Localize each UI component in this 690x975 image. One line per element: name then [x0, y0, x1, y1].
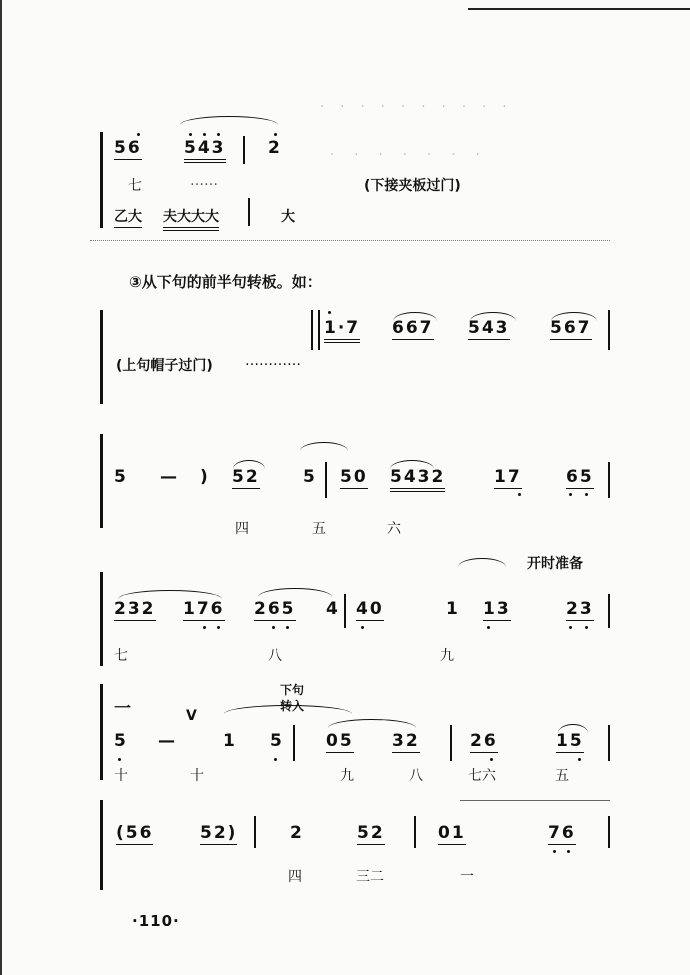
- octave-dot: [137, 133, 140, 136]
- lyric: 八: [409, 768, 423, 784]
- breath-mark: V: [186, 708, 199, 724]
- notes-group: 567: [550, 318, 592, 338]
- annotation: 转入: [280, 699, 305, 713]
- notes-group: 40: [356, 599, 384, 619]
- dots: ……: [190, 173, 218, 189]
- notes-group: 1·7: [324, 318, 360, 343]
- note: 2: [268, 138, 282, 158]
- system-brace: [100, 310, 103, 404]
- bar-line: [344, 594, 346, 628]
- bar-line: [311, 310, 313, 350]
- interlude-label: (上句帽子过门): [116, 358, 213, 374]
- annotation: 下句: [280, 683, 305, 697]
- percussion: 大: [281, 209, 295, 225]
- notes-group: 232: [114, 599, 156, 619]
- performance-note: (下接夹板过门): [364, 178, 461, 194]
- lyric: 五: [555, 768, 569, 784]
- bar-line: [608, 462, 610, 498]
- bar-line: [608, 594, 610, 628]
- notes-group: 52: [232, 467, 260, 487]
- lyric: 九: [440, 648, 454, 664]
- notes-group: 52: [357, 823, 385, 843]
- notes-group: 32: [392, 731, 420, 751]
- percussion: 夫大大大: [163, 206, 219, 231]
- notes-group: 543: [468, 318, 510, 338]
- notes-group: 05: [326, 731, 354, 751]
- bleed-through: · · · · · · ·: [330, 148, 488, 163]
- lyric: 十: [114, 768, 128, 784]
- note: 4: [326, 599, 340, 619]
- lyric: 七: [128, 178, 142, 194]
- notes-group: (56: [116, 823, 154, 843]
- paren: ): [200, 467, 210, 487]
- lyric: 七: [114, 648, 128, 664]
- notes-group: 265: [254, 599, 296, 619]
- bar-line: [293, 725, 295, 761]
- binding-edge: [0, 0, 2, 975]
- bar-line: [414, 816, 416, 848]
- note: 2: [290, 823, 304, 843]
- notes-group: 15: [556, 731, 584, 751]
- lyric: 十: [190, 768, 204, 784]
- bar-line: [608, 816, 610, 848]
- notes-group: 50: [340, 467, 368, 487]
- system-brace: [100, 572, 103, 666]
- dash: —: [158, 731, 177, 751]
- faint-line: [460, 800, 610, 801]
- notes-group: 76: [548, 823, 576, 843]
- top-rule: [468, 0, 690, 10]
- percussion: 乙大: [114, 206, 142, 228]
- dots: …………: [245, 353, 301, 369]
- notes-group: 26: [470, 731, 498, 751]
- notes-group: 56: [114, 138, 142, 158]
- notes-group: 176: [183, 599, 225, 619]
- lyric: 九: [340, 768, 354, 784]
- notes-group: 17: [494, 467, 522, 487]
- system-brace: [100, 434, 103, 528]
- bar-line: [608, 725, 610, 761]
- note: 5: [114, 731, 128, 751]
- dash: 一: [114, 699, 133, 719]
- notes-group: 5432: [390, 467, 445, 492]
- lyric: 八: [268, 648, 282, 664]
- lyric: 一: [460, 869, 474, 885]
- system-brace: [100, 132, 103, 228]
- bar-line: [450, 725, 452, 761]
- lyric: 四: [288, 869, 302, 885]
- dash: —: [160, 467, 179, 487]
- system-brace: [100, 684, 103, 780]
- system-brace: [100, 800, 103, 890]
- notes-group: 543: [184, 138, 226, 163]
- section-heading: ③从下句的前半句转板。如：: [129, 273, 322, 291]
- bar-line: [325, 462, 327, 498]
- bar-line: [318, 310, 320, 350]
- note: 5: [114, 467, 128, 487]
- performance-marking: 开时准备: [527, 556, 583, 572]
- lyric: 五: [312, 521, 326, 537]
- page-number: ·110·: [132, 912, 180, 930]
- bleed-through: · · · · · · · · · ·: [320, 100, 513, 115]
- lyric: 三二: [356, 869, 384, 885]
- note: 1: [223, 731, 237, 751]
- note: 1: [446, 599, 460, 619]
- notes-group: 667: [392, 318, 434, 338]
- lyric: 六: [387, 521, 401, 537]
- lyric: 七六: [468, 768, 496, 784]
- notes-group: 01: [438, 823, 466, 843]
- notes-group: 52): [200, 823, 238, 843]
- bar-line: [248, 198, 250, 226]
- faint-line: [90, 240, 610, 241]
- bar-line: [254, 816, 256, 848]
- note: 5: [303, 467, 317, 487]
- slur: [180, 116, 278, 125]
- notes-group: 13: [483, 599, 511, 619]
- bar-line: [243, 136, 245, 164]
- lyric: 四: [235, 521, 249, 537]
- note: 5: [270, 731, 284, 751]
- bar-line: [608, 310, 610, 350]
- notes-group: 65: [566, 467, 594, 487]
- notes-group: 23: [566, 599, 594, 619]
